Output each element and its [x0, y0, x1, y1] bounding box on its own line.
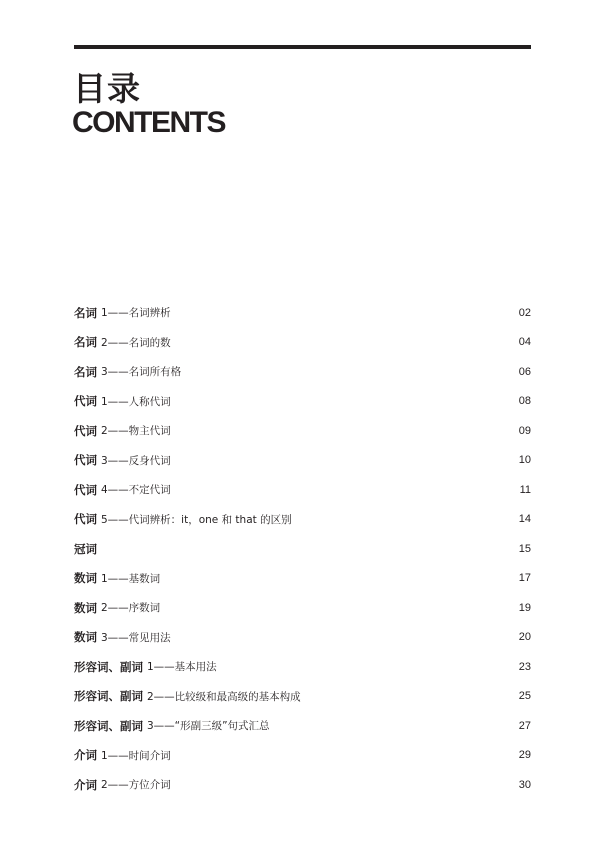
toc-entry-category: 形容词、副词 — [74, 689, 143, 704]
toc-entry[interactable] — [74, 387, 531, 417]
toc-entry[interactable] — [74, 623, 531, 653]
toc-entry-page: 11 — [519, 483, 531, 496]
toc-entry-subtitle: 2——名词的数 — [101, 336, 171, 349]
toc-entry[interactable] — [74, 711, 531, 741]
toc-entry-title — [74, 511, 292, 527]
toc-entry[interactable] — [74, 593, 531, 623]
page-subtitle: CONTENTS — [72, 106, 225, 139]
toc-entry-category: 代词 — [74, 482, 97, 497]
toc-entry-subtitle: 2——比较级和最高级的基本构成 — [147, 690, 301, 703]
toc-entry-title — [74, 452, 171, 468]
toc-entry-page: 30 — [518, 778, 531, 791]
toc-entry-page: 19 — [518, 601, 531, 614]
toc-entry-page: 04 — [518, 336, 531, 349]
toc-entry-subtitle: 2——序数词 — [101, 602, 161, 615]
top-rule — [74, 45, 531, 49]
toc-entry-subtitle: 1——人称代词 — [101, 395, 171, 408]
toc-entry-title — [74, 393, 171, 409]
toc-entry-title — [74, 777, 171, 793]
toc-entry[interactable] — [74, 475, 531, 505]
toc-entry-category: 名词 — [74, 305, 97, 320]
toc-entry-category: 代词 — [74, 453, 97, 468]
toc-entry-page: 14 — [518, 513, 531, 526]
toc-entry-page: 23 — [518, 660, 531, 673]
toc-entry[interactable] — [74, 770, 531, 800]
toc-entry[interactable] — [74, 357, 531, 387]
toc-entry-category: 名词 — [74, 364, 97, 379]
toc-entry-page: 02 — [518, 306, 531, 319]
toc-entry[interactable] — [74, 446, 531, 476]
toc-entry-subtitle: 1——时间介词 — [101, 749, 171, 762]
toc-entry-title — [74, 541, 101, 557]
toc-entry[interactable] — [74, 564, 531, 594]
toc-entry-category: 冠词 — [74, 541, 97, 556]
toc-entry-category: 数词 — [74, 630, 97, 645]
toc-entry-subtitle: 3——“形副三级”句式汇总 — [147, 720, 270, 733]
toc-entry-category: 代词 — [74, 423, 97, 438]
toc-entry-page: 15 — [518, 542, 531, 555]
toc-entry-page: 17 — [518, 572, 531, 585]
toc-entry[interactable] — [74, 652, 531, 682]
toc-entry-subtitle: 3——名词所有格 — [101, 366, 182, 379]
toc-entry-subtitle: 2——方位介词 — [101, 779, 171, 792]
toc-entry-page: 10 — [518, 454, 531, 467]
toc-entry-page: 06 — [518, 365, 531, 378]
toc-entry-category: 数词 — [74, 571, 97, 586]
toc-entry[interactable] — [74, 534, 531, 564]
toc-entry[interactable] — [74, 416, 531, 446]
toc-entry-category: 介词 — [74, 748, 97, 763]
toc-entry-subtitle: 3——反身代词 — [101, 454, 171, 467]
toc-entry-title — [74, 482, 171, 498]
toc-entry-title — [74, 659, 217, 675]
toc-entry-title — [74, 688, 301, 704]
toc-entry-title — [74, 747, 171, 763]
toc-entry-subtitle: 3——常见用法 — [101, 631, 171, 644]
toc-entry[interactable] — [74, 298, 531, 328]
toc-entry-title — [74, 423, 171, 439]
toc-entry-title — [74, 570, 160, 586]
toc-entry-category: 代词 — [74, 394, 97, 409]
page-title: 目录 — [73, 69, 141, 108]
toc-entry[interactable] — [74, 328, 531, 358]
toc-entry-title — [74, 305, 171, 321]
toc-entry-subtitle: 5——代词辨析：it，one 和 that 的区别 — [101, 513, 292, 526]
toc-entry-title — [74, 600, 160, 616]
toc-entry-subtitle: 2——物主代词 — [101, 425, 171, 438]
toc-entry-category: 数词 — [74, 600, 97, 615]
toc-entry-title — [74, 629, 171, 645]
toc-entry-title — [74, 364, 181, 380]
toc-entry-category: 名词 — [74, 335, 97, 350]
toc-entry-title — [74, 334, 171, 350]
toc-entry-page: 08 — [518, 395, 531, 408]
toc-entry-category: 形容词、副词 — [74, 659, 143, 674]
toc-entry-page: 29 — [518, 749, 531, 762]
toc-entry[interactable] — [74, 682, 531, 712]
toc-entry-subtitle: 1——基数词 — [101, 572, 161, 585]
toc-entry[interactable] — [74, 741, 531, 771]
toc-entry-title — [74, 718, 270, 734]
toc-entry-page: 09 — [518, 424, 531, 437]
toc-entry-subtitle: 4——不定代词 — [101, 484, 171, 497]
toc-entry[interactable] — [74, 505, 531, 535]
toc-entry-category: 形容词、副词 — [74, 718, 143, 733]
toc-entry-subtitle: 1——名词辨析 — [101, 307, 171, 320]
toc-entry-page: 27 — [518, 719, 531, 732]
toc-entry-page: 20 — [518, 631, 531, 644]
table-of-contents — [74, 298, 531, 800]
toc-entry-page: 25 — [518, 690, 531, 703]
toc-entry-category: 代词 — [74, 512, 97, 527]
toc-entry-subtitle: 1——基本用法 — [147, 661, 217, 674]
toc-entry-category: 介词 — [74, 777, 97, 792]
